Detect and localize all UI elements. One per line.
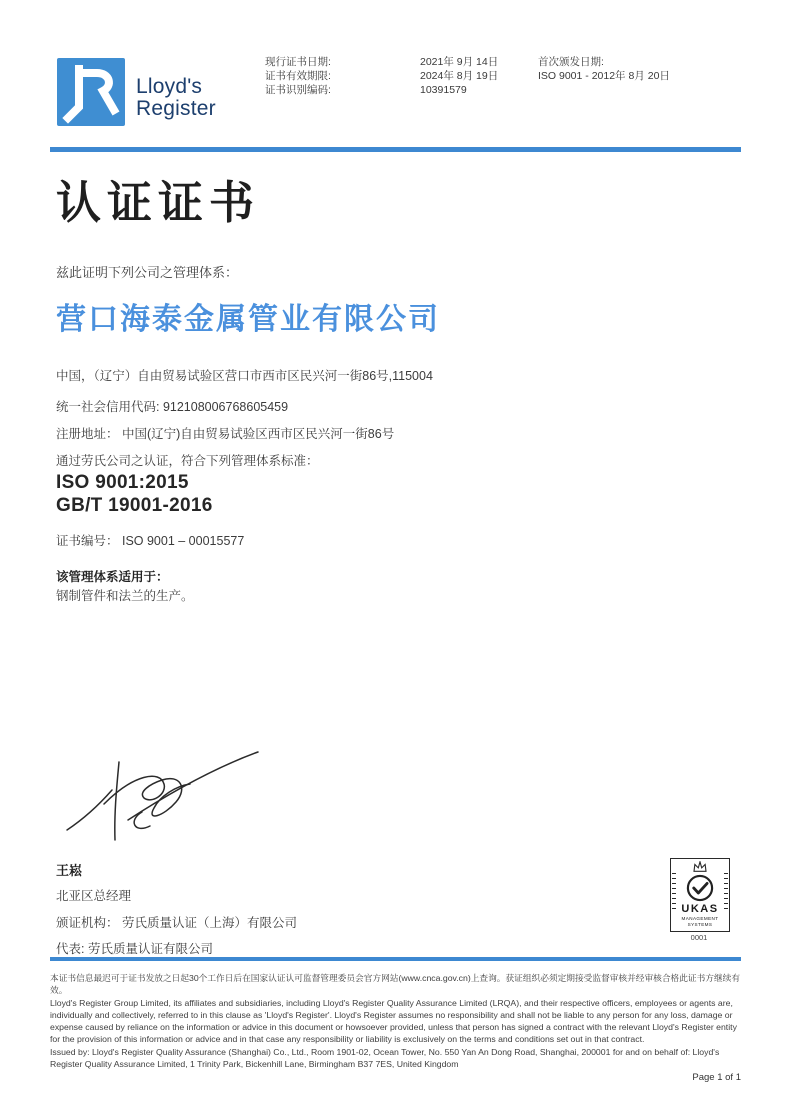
- standard-gbt-19001: GB/T 19001-2016: [56, 495, 213, 516]
- footer: [50, 972, 742, 1071]
- credit-code-line: 统一社会信用代码: 912108006768605459: [56, 400, 289, 414]
- ukas-word: UKAS: [681, 903, 719, 915]
- signatory-title: 北亚区总经理: [56, 889, 132, 903]
- ukas-subtitle-1: MANAGEMENT: [681, 916, 719, 921]
- lr-monogram-icon: [57, 58, 125, 126]
- brand-name-line2: Register: [136, 97, 216, 120]
- cert-expiry-label: 证书有效期限:: [265, 70, 331, 82]
- first-issue-label: 首次颁发日期:: [538, 56, 604, 68]
- brand-wordmark: [136, 76, 216, 120]
- footer-en-disclaimer: Lloyd's Register Group Limited, its affiliates and subsidiaries, including Lloyd's Register Quality Assurance Limited (LRQA), and their respective officers, employees or agents are, individually and collectively, referred to in this clause as 'Lloyd's Register'. Lloyd's Register assumes no responsibility and shall not be liable to any person for any loss, damage or expense caused by reliance on the information or advice in this document or howsoever provided, unless that person has signed a contract with the relevant Lloyd's Register entity for the provision of this information or advice and in that case any responsibility or liability is exclusively on the terms and conditions set out in that contract.: [50, 998, 737, 1044]
- issuing-body-line: 颁证机构： 劳氏质量认证（上海）有限公司: [56, 916, 297, 930]
- standard-iso-9001: ISO 9001:2015: [56, 472, 189, 493]
- first-issue-value: ISO 9001 - 2012年 8月 20日: [538, 70, 670, 82]
- company-name: 营口海泰金属管业有限公司: [56, 303, 440, 336]
- footer-divider: [50, 957, 741, 961]
- certify-line: 兹此证明下列公司之管理体系：: [56, 265, 239, 280]
- scope-label: 该管理体系适用于：: [56, 570, 169, 584]
- current-cert-date-label: 现行证书日期:: [265, 56, 331, 68]
- certificate-number-line: 证书编号： ISO 9001 – 00015577: [56, 534, 245, 548]
- cert-id-value: 10391579: [420, 84, 467, 96]
- page-number: Page 1 of 1: [692, 1072, 741, 1083]
- current-cert-date-value: 2021年 9月 14日: [420, 56, 499, 68]
- ukas-subtitle-2: SYSTEMS: [687, 922, 713, 927]
- signature-image: [62, 742, 272, 850]
- company-address: 中国，（辽宁）自由贸易试验区营口市西市区民兴河一街86号,115004: [56, 369, 433, 383]
- page-title: 认证证书: [56, 178, 261, 228]
- approval-line: 通过劳氏公司之认证，符合下列管理体系标准：: [56, 454, 319, 468]
- cert-expiry-value: 2024年 8月 19日: [420, 70, 499, 82]
- ukas-mark: [670, 858, 730, 932]
- brand-name-line1: Lloyd's: [136, 75, 203, 98]
- footer-issued-by: Issued by: Lloyd's Register Quality Assurance (Shanghai) Co., Ltd., Room 1901-02, Ocean Tower, No. 550 Yan An Dong Road, Shanghai, 200001 for and on behalf of: Lloyd's Register Quality Assurance Limited, 1 Trinity Park, Bickenhill Lane, Birmingham B37 7ES, United Kingdom: [50, 1047, 720, 1069]
- registered-address-line: 注册地址： 中国(辽宁)自由贸易试验区西市区民兴河一街86号: [56, 427, 395, 441]
- lr-logo: [57, 58, 125, 126]
- footer-cn-notice: 本证书信息最迟可于证书发放之日起30个工作日后在国家认证认可监督管理委员会官方网站(www.cnca.gov.cn)上查询。获证组织必须定期接受监督审核并经审核合格此证书方继续有效。: [50, 973, 741, 995]
- signatory-name: 王崧: [56, 863, 83, 878]
- crown-icon: [691, 861, 709, 873]
- check-circle-icon: [685, 873, 715, 903]
- on-behalf-line: 代表: 劳氏质量认证有限公司: [56, 942, 213, 956]
- cert-id-label: 证书识别编码:: [265, 84, 331, 96]
- scope-text: 钢制管件和法兰的生产。: [56, 589, 194, 603]
- ukas-number: 0001: [690, 933, 708, 942]
- header-divider: [50, 147, 741, 152]
